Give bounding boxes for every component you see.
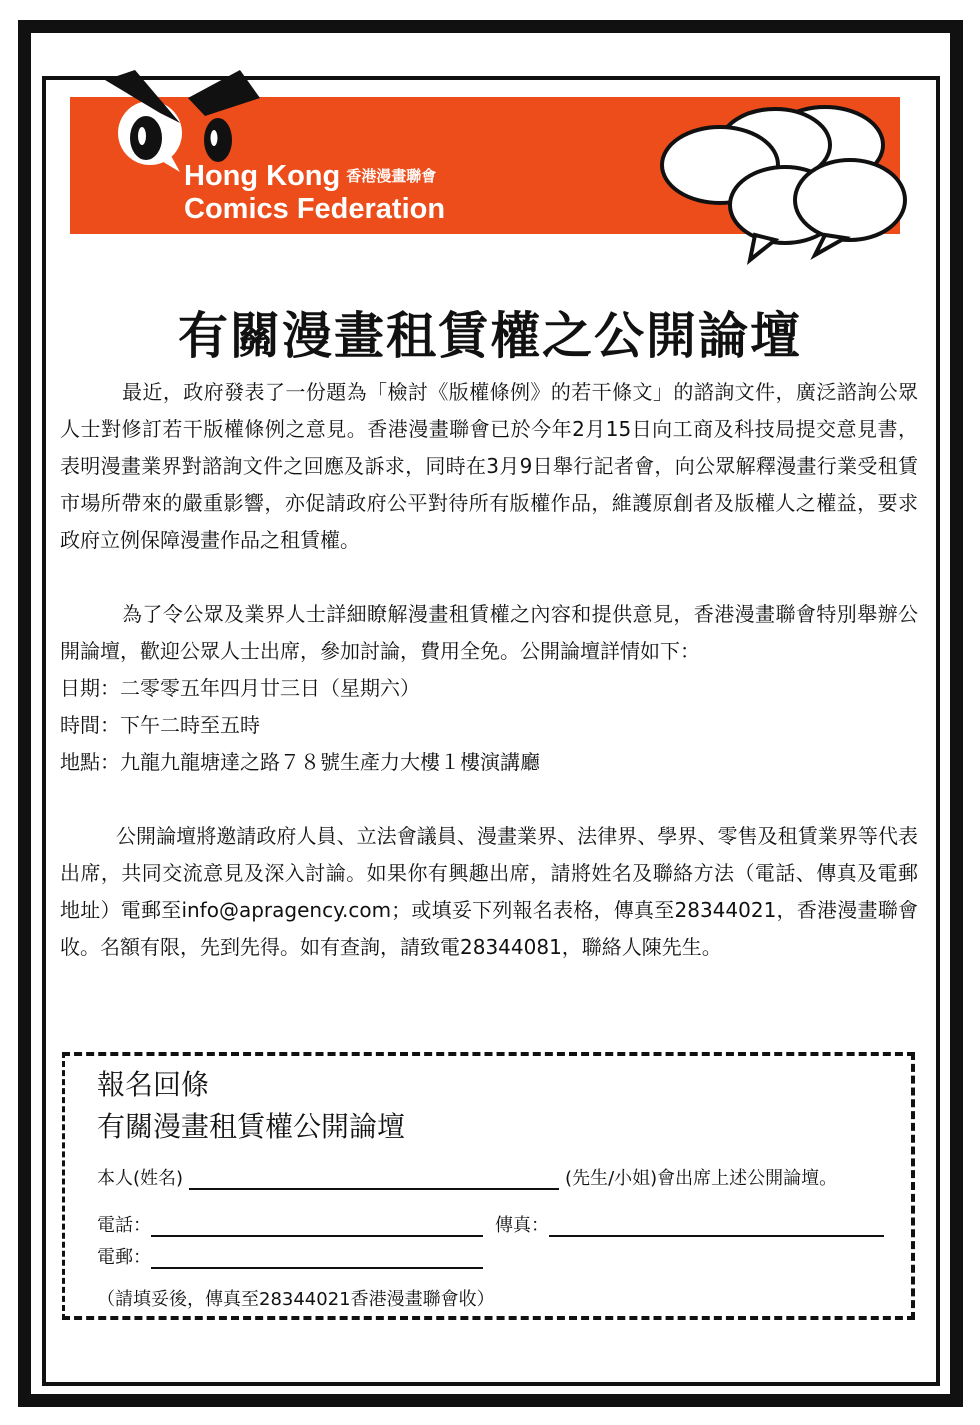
paragraph-2: 為了令公眾及業界人士詳細瞭解漫畫租賃權之內容和提供意見，香港漫畫聯會特別舉辦公開論壇，歡迎公眾人士出席，參加討論，費用全免。公開論壇詳情如下： bbox=[60, 602, 918, 663]
name-field[interactable] bbox=[189, 1168, 559, 1190]
email-label: 電郵： bbox=[97, 1247, 151, 1268]
form-subheading: 有關漫畫租賃權公開論壇 bbox=[97, 1110, 406, 1143]
paragraph-1: 最近，政府發表了一份題為「檢討《版權條例》的若干條文」的諮詢文件，廣泛諮詢公眾人士對修訂若干版權條例之意見。香港漫畫聯會已於今年2月15日向工商及科技局提交意見書，表明漫畫業界對諮詢文件之回應及訴求，同時在3月9日舉行記者會，向公眾解釋漫畫行業受租賃市場所帶來的嚴重影響，亦促請政府公平對待所有版權作品，維護原創者及版權人之權益，要求政府立例保障漫畫作品之租賃權。 bbox=[60, 380, 918, 552]
brand-zh: 香港漫畫聯會 bbox=[346, 168, 437, 186]
event-venue: 地點：九龍九龍塘達之路７８號生產力大樓１樓演講廳 bbox=[60, 750, 540, 774]
event-time: 時間：下午二時至五時 bbox=[60, 713, 260, 737]
brand-en-1: Hong Kong bbox=[184, 160, 341, 192]
brand-name bbox=[184, 160, 445, 225]
email-field[interactable] bbox=[151, 1247, 483, 1269]
phone-label: 電話： bbox=[97, 1215, 151, 1236]
speech-bubbles-icon bbox=[655, 100, 915, 265]
fax-label: 傳真： bbox=[495, 1215, 549, 1236]
registration-form bbox=[62, 1052, 915, 1320]
paragraph-3: 公開論壇將邀請政府人員、立法會議員、漫畫業界、法律界、學界、零售及租賃業界等代表出席，共同交流意見及深入討論。如果你有興趣出席，請將姓名及聯絡方法（電話、傳真及電郵地址）電郵至info@apragency.com；或填妥下列報名表格，傳真至28344021，香港漫畫聯會收。名額有限，先到先得。如有查詢，請致電28344081，聯絡人陳先生。 bbox=[60, 824, 918, 959]
body-text bbox=[60, 374, 918, 966]
phone-field[interactable] bbox=[151, 1215, 483, 1237]
name-label: 本人(姓名) bbox=[97, 1168, 184, 1189]
event-date: 日期：二零零五年四月廿三日（星期六） bbox=[60, 676, 420, 700]
fax-field[interactable] bbox=[549, 1215, 884, 1237]
page-title: 有關漫畫租賃權之公開論壇 bbox=[178, 307, 802, 365]
brand-en-2: Comics Federation bbox=[184, 193, 446, 226]
form-note: （請填妥後，傳真至28344021香港漫畫聯會收） bbox=[97, 1289, 495, 1310]
form-heading: 報名回條 bbox=[97, 1068, 210, 1101]
name-suffix: (先生/小姐)會出席上述公開論壇。 bbox=[565, 1168, 838, 1189]
